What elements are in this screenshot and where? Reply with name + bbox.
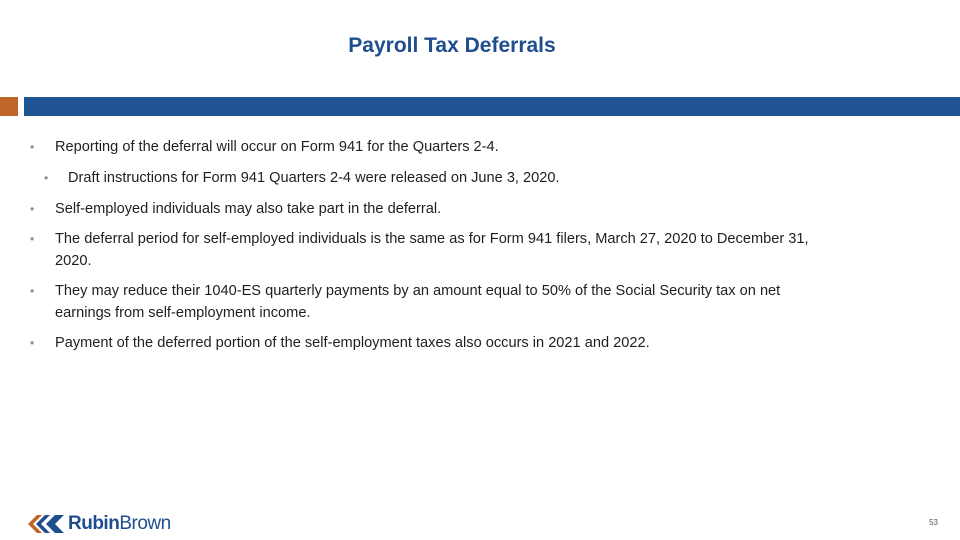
header-rule-bar xyxy=(24,97,960,116)
logo-word-rubin: Rubin xyxy=(68,513,120,534)
bullet-text: Draft instructions for Form 941 Quarters 2-4 were released on June 3, 2020. xyxy=(68,170,560,186)
sub-list-item xyxy=(28,167,828,189)
logo-word-brown: Brown xyxy=(119,513,171,534)
bullet-text: Reporting of the deferral will occur on Form 941 for the Quarters 2-4. xyxy=(55,139,499,155)
bullet-text: Self-employed individuals may also take part in the deferral. xyxy=(55,201,442,217)
company-logo xyxy=(28,512,171,536)
bullet-text: They may reduce their 1040-ES quarterly payments by an amount equal to 50% of the Social Security tax on net earnings from self-employment income. xyxy=(55,283,781,321)
bullet-icon: • xyxy=(30,336,35,350)
bullet-list xyxy=(28,136,828,354)
list-item xyxy=(28,136,828,158)
bullet-text: Payment of the deferred portion of the self-employment taxes also occurs in 2021 and 2022. xyxy=(55,335,650,351)
accent-square xyxy=(0,97,18,116)
bullet-text: The deferral period for self-employed individuals is the same as for Form 941 filers, March 27, 2020 to December 31, 2020. xyxy=(55,231,809,269)
page-number: 53 xyxy=(929,518,938,527)
bullet-icon: • xyxy=(30,232,35,246)
bullet-icon: • xyxy=(44,171,49,185)
logo-wordmark xyxy=(68,513,171,535)
list-item xyxy=(28,228,828,272)
bullet-icon: • xyxy=(30,284,35,298)
slide-title: Payroll Tax Deferrals xyxy=(348,34,556,57)
bullet-icon: • xyxy=(30,140,35,154)
list-item xyxy=(28,332,828,354)
rubinbrown-diamond-logo-icon xyxy=(28,515,64,533)
list-item xyxy=(28,280,828,324)
bullet-icon: • xyxy=(30,202,35,216)
list-item xyxy=(28,198,828,220)
